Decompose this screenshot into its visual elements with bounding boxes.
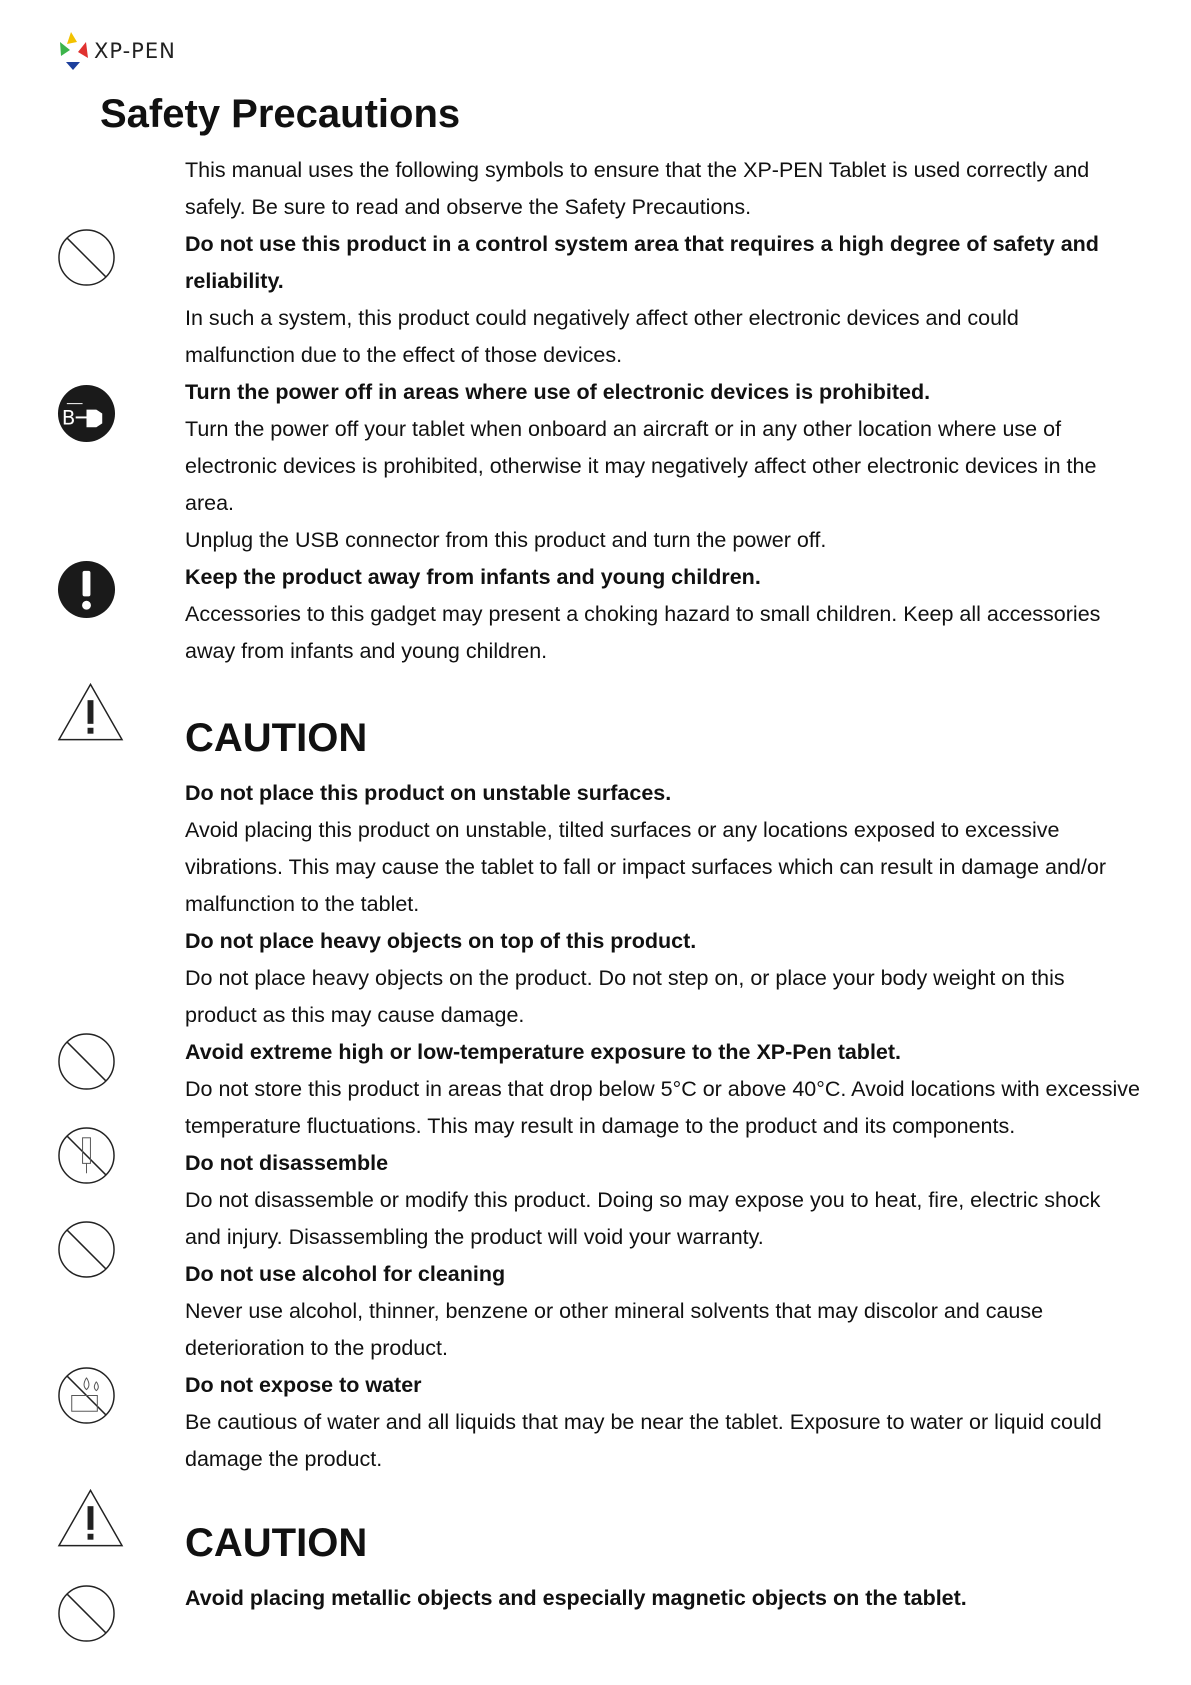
heavy-heading: Do not place heavy objects on top of this product. bbox=[185, 929, 697, 953]
prohibition-icon bbox=[57, 1584, 116, 1643]
power-off-body-2: Unplug the USB connector from this product and turn the power off. bbox=[185, 528, 827, 552]
power-off-heading: Turn the power off in areas where use of electronic devices is prohibited. bbox=[185, 380, 931, 404]
caution-heading: CAUTION bbox=[185, 716, 368, 760]
disassemble-body: Do not disassemble or modify this product. Doing so may expose you to heat, fire, electric shock and injury. Disassembling the product will void your warranty. bbox=[185, 1188, 1101, 1249]
prohibition-icon bbox=[57, 228, 116, 287]
warning-triangle-icon bbox=[57, 682, 124, 742]
unstable-body: Avoid placing this product on unstable, tilted surfaces or any locations exposed to excessive vibrations. This may cause the tablet to fall or impact surfaces which can result in damage and/or malfunction to the tablet. bbox=[185, 818, 1106, 916]
water-body: Be cautious of water and all liquids that may be near the tablet. Exposure to water or liquid could damage the product. bbox=[185, 1410, 1102, 1471]
children-heading: Keep the product away from infants and young children. bbox=[185, 565, 761, 589]
caution-heading-2: CAUTION bbox=[185, 1521, 368, 1565]
xp-pen-logo bbox=[58, 30, 176, 72]
prohibition-icon bbox=[57, 1220, 116, 1279]
temperature-body: Do not store this product in areas that drop below 5°C or above 40°C. Avoid locations with excessive temperature fluctuations. This may result in damage to the product and its components. bbox=[185, 1077, 1140, 1138]
alcohol-heading: Do not use alcohol for cleaning bbox=[185, 1262, 506, 1286]
power-off-body: Turn the power off your tablet when onboard an aircraft or in any other location where use of electronic devices is prohibited, otherwise it may negatively affect other electronic devices in the area. bbox=[185, 417, 1097, 515]
warning-triangle-icon bbox=[57, 1488, 124, 1548]
heavy-body: Do not place heavy objects on the product. Do not step on, or place your body weight on this product as this may cause damage. bbox=[185, 966, 1065, 1027]
svg-text:B: B bbox=[61, 406, 76, 430]
water-heading: Do not expose to water bbox=[185, 1373, 422, 1397]
control-system-body: In such a system, this product could negatively affect other electronic devices and could malfunction due to the effect of those devices. bbox=[185, 306, 1019, 367]
alcohol-body: Never use alcohol, thinner, benzene or other mineral solvents that may discolor and cause deterioration to the product. bbox=[185, 1299, 1044, 1360]
children-body: Accessories to this gadget may present a choking hazard to small children. Keep all accessories away from infants and young children. bbox=[185, 602, 1101, 663]
disassemble-heading: Do not disassemble bbox=[185, 1151, 389, 1175]
prohibition-icon bbox=[57, 1032, 116, 1091]
no-disassemble-icon bbox=[57, 1126, 116, 1185]
no-water-icon bbox=[57, 1366, 116, 1425]
metallic-heading: Avoid placing metallic objects and especially magnetic objects on the tablet. bbox=[185, 1586, 967, 1610]
page-title: Safety Precautions bbox=[100, 92, 461, 136]
temperature-heading: Avoid extreme high or low-temperature exposure to the XP-Pen tablet. bbox=[185, 1040, 902, 1064]
control-system-heading: Do not use this product in a control system area that requires a high degree of safety and reliability. bbox=[185, 232, 1099, 293]
unstable-heading: Do not place this product on unstable surfaces. bbox=[185, 781, 672, 805]
exclamation-circle-icon bbox=[57, 560, 116, 619]
intro-text: This manual uses the following symbols to ensure that the XP-PEN Tablet is used correctly and safely. Be sure to read and observe the Safety Precautions. bbox=[185, 158, 1090, 219]
xp-pen-logo-mark-icon bbox=[58, 32, 88, 70]
unplug-power-icon bbox=[57, 384, 116, 443]
brand-name: XP-PEN bbox=[94, 39, 176, 63]
